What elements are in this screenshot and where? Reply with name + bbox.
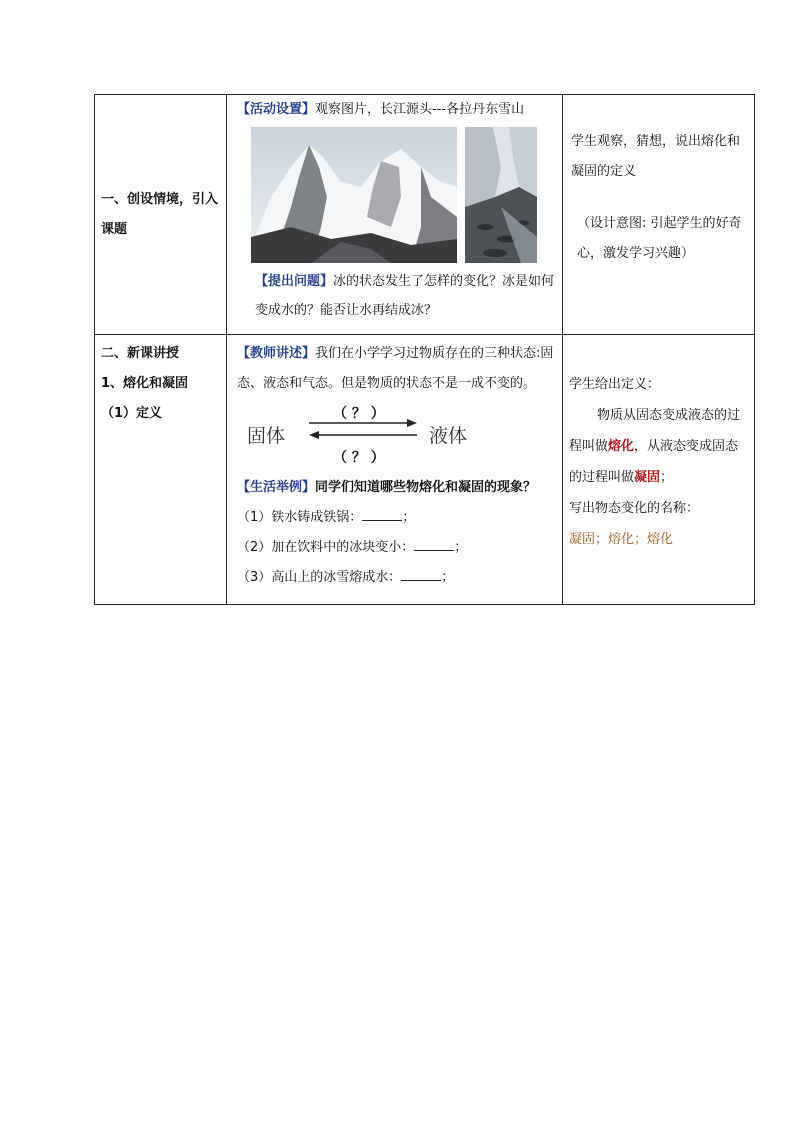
activity-tag: 【活动设置】	[237, 102, 316, 117]
names-prompt: 写出物态变化的名称：	[569, 501, 700, 516]
transition-arrows	[307, 417, 419, 441]
question-tag: 【提出问题】	[255, 274, 334, 289]
life-example-tag: 【生活举例】	[237, 480, 316, 495]
teaching-cell	[227, 335, 563, 605]
lesson-plan-table	[94, 94, 755, 605]
solidifying-question: （ ？ ）	[333, 450, 385, 466]
question-text: 冰的状态发生了怎样的变化？冰是如何变成水的？能否让水再结成冰？	[255, 274, 555, 318]
activity-cell	[227, 95, 563, 335]
definition-text: 物质从固态变成液态的过程叫做熔化，从液态变成固态的过程叫做凝固；	[569, 408, 741, 485]
subtopic-title: （1）定义	[101, 406, 163, 421]
life-example-question: 同学们知道哪些物熔化和凝固的现象？	[315, 480, 537, 495]
answers-text: 凝固；熔化；熔化	[569, 532, 674, 547]
solidifying-term: 凝固	[634, 470, 661, 485]
student-activity: 学生观察，猜想，说出熔化和凝固的定义	[571, 134, 741, 179]
student-cell	[563, 335, 755, 605]
topic-title: 1、熔化和凝固	[101, 376, 189, 391]
river-ice-photo	[465, 127, 537, 263]
melting-term: 熔化	[608, 439, 635, 454]
stage-cell	[95, 95, 227, 335]
list-item: （3）高山上的冰雪熔成水： ；	[233, 563, 556, 593]
stage-cell	[95, 335, 227, 605]
table-row	[95, 95, 755, 335]
liquid-label: 液体	[429, 425, 468, 447]
activity-text: 观察图片，长江源头---各拉丹东雪山	[315, 102, 525, 117]
student-cell	[563, 95, 755, 335]
question-block	[233, 267, 556, 325]
design-intent: （设计意图: 引起学生的好奇心，激发学习兴趣）	[577, 216, 742, 261]
list-item: （1）铁水铸成铁锅： ；	[233, 503, 556, 533]
melting-question: （ ？ ）	[333, 406, 385, 422]
solid-label: 固体	[247, 425, 286, 447]
stage-title: 一、创设情境，引入课题	[101, 191, 219, 237]
teacher-text: 我们在小学学习过物质存在的三种状态:固态、液态和气态。但是物质的状态不是一成不变的。	[237, 346, 554, 391]
teacher-tag: 【教师讲述】	[237, 346, 316, 361]
snow-mountain-photo	[251, 127, 457, 263]
photo-row	[251, 127, 556, 263]
table-row	[95, 335, 755, 605]
state-change-diagram	[233, 399, 556, 473]
student-intro: 学生给出定义：	[569, 377, 661, 392]
section-title: 二、新课讲授	[101, 346, 180, 361]
list-item: （2）加在饮料中的冰块变小： ；	[233, 533, 556, 563]
